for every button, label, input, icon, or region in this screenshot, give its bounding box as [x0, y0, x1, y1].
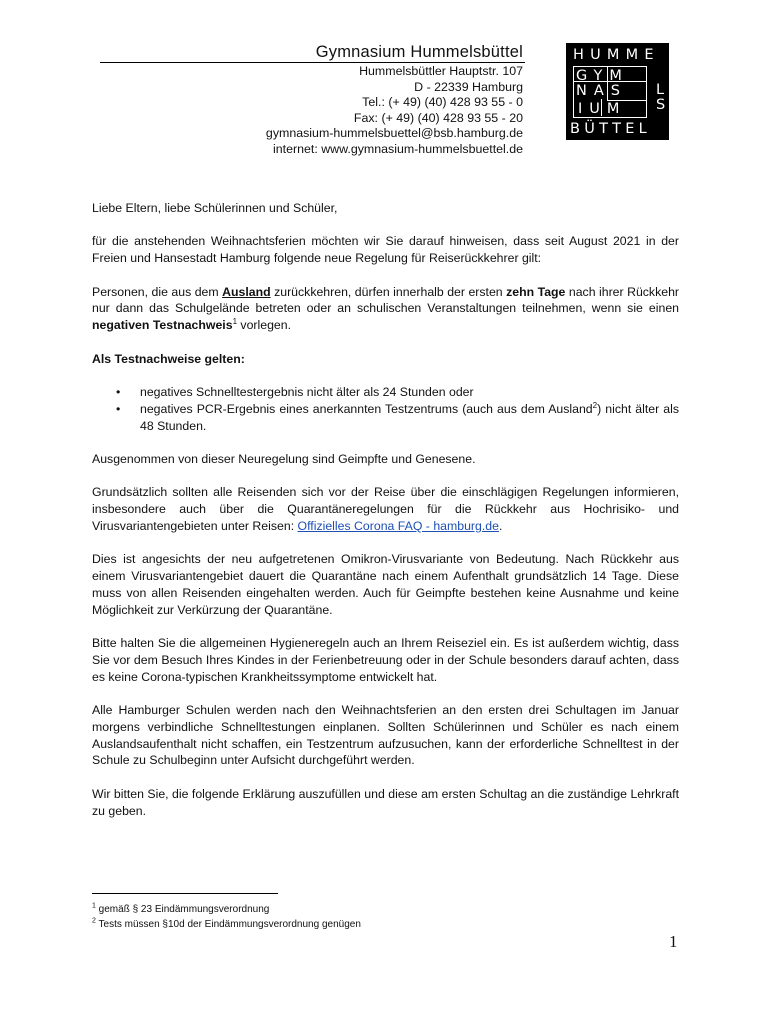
page-number: 1 [669, 932, 678, 951]
corona-faq-link[interactable]: Offizielles Corona FAQ - hamburg.de [297, 518, 499, 533]
intro-paragraph: für die anstehenden Weihnachtsferien möchten wir Sie darauf hinweisen, dass seit August 2021 in der Freien und Hansestadt Hamburg folgende neue Regelung für Reiserückkehrer gilt: [92, 234, 679, 266]
logo-text-top: HUMME [573, 47, 660, 63]
text-run: Grundsätzlich sollten alle Reisenden sich vor der Reise über die einschlägigen Regelungen informieren, insbesondere auch über die Quarantäneregelungen für die Rückkehr aus Hochrisiko- und Virusvariantengebieten unter Reisen: [92, 485, 679, 533]
omikron-paragraph: Dies ist angesichts der neu aufgetretenen Omikron-Virusvariante von Bedeutung. Nach Rückkehr aus einem Virusvariantengebiet dauert die Quarantäne nach einem Aufenthalt grundsätzlich 14 Tage. Diese muss von allen Reisenden eingehalten werden. Auch für Geimpfte bestehen keine Ausnahme und keine Möglichkeit zur Verkürzung der Quarantäne. [92, 552, 679, 617]
logo-text-nas: NAS [576, 83, 627, 99]
list-item [92, 384, 679, 401]
logo-text-side-s: S [656, 97, 666, 113]
tests-heading [92, 351, 679, 368]
logo-text-bottom: BÜTTEL [570, 121, 652, 137]
emphasis-ausland: Ausland [222, 284, 271, 299]
address-phone: Tel.: (+ 49) (40) 428 93 55 - 0 [362, 95, 523, 110]
footnote-1 [92, 902, 361, 917]
address-city: D - 22339 Hamburg [414, 79, 523, 94]
header-rule [100, 62, 525, 63]
text-run: . [498, 518, 503, 533]
address-website: internet: www.gymnasium-hummelsbuettel.de [273, 141, 523, 156]
text-run: nach ihrer Rückkehr nur dann das Schulgelände betreten oder an schulischen Veranstaltungen teilnehmen, wenn sie einen [92, 284, 680, 316]
emphasis-zehn-tage: zehn Tage [506, 284, 566, 299]
text-run: Personen, die aus dem [92, 284, 223, 299]
address-fax: Fax: (+ 49) (40) 428 93 55 - 20 [353, 110, 523, 125]
logo-text-side-l: L [656, 82, 665, 98]
logo-text-gym: GYM [576, 68, 629, 84]
footnote-number: 2 [92, 917, 96, 925]
logo-text-ium: IUM [578, 101, 627, 117]
text-run: vorlegen. [237, 318, 292, 333]
tests-list [92, 384, 679, 434]
greeting: Liebe Eltern, liebe Schülerinnen und Schüler, [92, 201, 338, 215]
school-logo [566, 43, 669, 140]
school-address [200, 64, 523, 158]
tests-heading-text: Als Testnachweise gelten: [92, 351, 245, 366]
footnote-text: Tests müssen §10d der Eindämmungsverordnung genügen [95, 919, 361, 930]
bullet-icon: • [116, 401, 121, 416]
letter-body [92, 200, 679, 836]
declaration-paragraph: Wir bitten Sie, die folgende Erklärung auszufüllen und diese am ersten Schultag an die zuständige Lehrkraft zu geben. [92, 786, 679, 818]
footnote-ref-1: 1 [232, 317, 238, 327]
text-run: zurückkehren, dürfen innerhalb der ersten [270, 284, 507, 299]
footnote-2 [92, 917, 361, 932]
footnote-rule [92, 893, 278, 894]
address-email: gymnasium-hummelsbuettel@bsb.hamburg.de [265, 126, 523, 141]
footnote-number: 1 [92, 902, 96, 910]
footnotes [92, 902, 361, 932]
list-item [92, 401, 679, 435]
footnote-ref-2: 2 [592, 400, 598, 410]
info-paragraph [92, 484, 679, 534]
emphasis-testnachweis: negativen Testnachweis [92, 318, 233, 333]
list-item-text: negatives Schnelltestergebnis nicht älter als 24 Stunden oder [140, 384, 474, 399]
testing-paragraph: Alle Hamburger Schulen werden nach den Weihnachtsferien an den ersten drei Schultagen im Januar morgens verbindliche Schnelltestungen einplanen. Sollten Schülerinnen und Schüler es nach einem Auslandsaufenthalt nicht schaffen, ein Testzentrum aufzusuchen, kann der erforderliche Schnelltest in der Schule zu Schulbeginn unter Aufsicht durchgeführt werden. [92, 703, 679, 768]
rule-paragraph [92, 284, 679, 334]
school-name: Gymnasium Hummelsbüttel [315, 43, 523, 61]
exemption-paragraph: Ausgenommen von dieser Neuregelung sind Geimpfte und Genesene. [92, 451, 476, 466]
footnote-text: gemäß § 23 Eindämmungsverordnung [95, 904, 270, 915]
list-item-text: ) nicht älter als 48 Stunden. [140, 401, 679, 433]
address-street: Hummelsbüttler Hauptstr. 107 [359, 64, 523, 78]
list-item-text: negatives PCR-Ergebnis eines anerkannten Testzentrums (auch aus dem Ausland [140, 401, 593, 416]
bullet-icon: • [116, 384, 121, 399]
hygiene-paragraph: Bitte halten Sie die allgemeinen Hygieneregeln auch an Ihrem Reiseziel ein. Es ist außerdem wichtig, dass Sie vor dem Besuch Ihres Kindes in der Ferienbetreuung oder in der Schule besonders darauf achten, dass es keine Corona-typischen Krankheitssymptome entwickelt hat. [92, 636, 679, 684]
